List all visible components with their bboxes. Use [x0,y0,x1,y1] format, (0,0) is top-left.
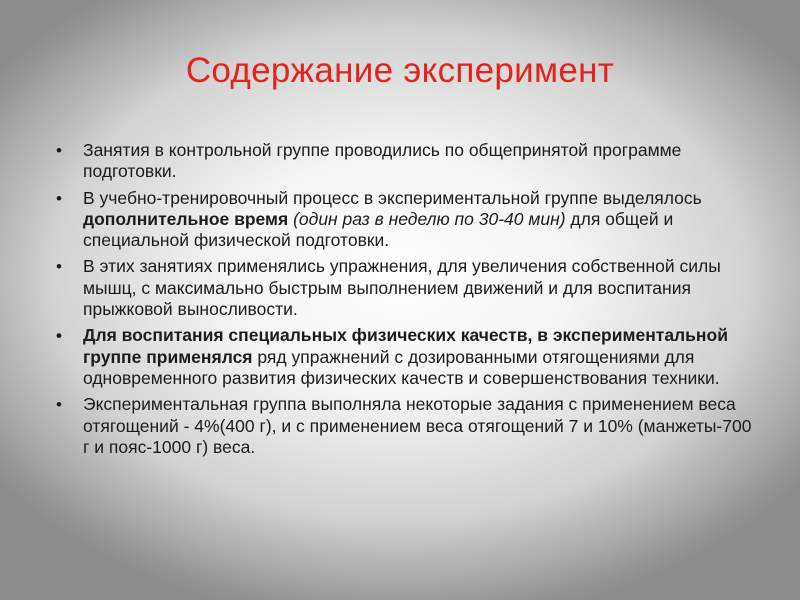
bullet-text: Занятия в контрольной группе проводились по общепринятой программе подготовки. [83,140,682,182]
bullet-list [56,140,756,463]
bullet-marker: • [56,141,62,160]
slide-title: Содержание эксперимент [185,51,615,90]
bullet-text-bold: Для воспитания специальных физических качеств, в экспериментальной группе применялся [83,325,728,367]
bullet-item [56,140,756,183]
bullet-text: Экспериментальная группа выполняла некоторые задания с применением веса отягощений - 4%(400 г), и с применением веса отягощений 7 и 10% (манжеты-700 г и пояс-1000 г) веса. [83,394,752,457]
bullet-text: В учебно-тренировочный процесс в экспериментальной группе выделялось [83,187,702,208]
bullet-marker: • [56,326,62,346]
bullet-marker: • [56,395,62,415]
bullet-text-bold: дополнительное время [83,208,289,229]
bullet-text: для общей и специальной физической подготовки. [83,208,674,251]
bullet-item [56,256,756,320]
bullet-text: В этих занятиях применялись упражнения, для увеличения собственной силы мышц, с максимально быстрым выполнением движений и для воспитания прыжковой выносливости. [83,256,721,320]
bullet-marker: • [56,257,62,277]
bullet-marker: • [56,188,62,208]
bullet-item [56,394,756,458]
bullet-text-italic: (один раз в неделю по 30-40 мин) [293,208,566,229]
bullet-item [56,188,756,252]
bullet-text: ряд упражнений с дозированными отягощениями для одновременного развития физических качеств и совершенствования техники. [83,346,720,388]
bullet-item [56,325,756,389]
